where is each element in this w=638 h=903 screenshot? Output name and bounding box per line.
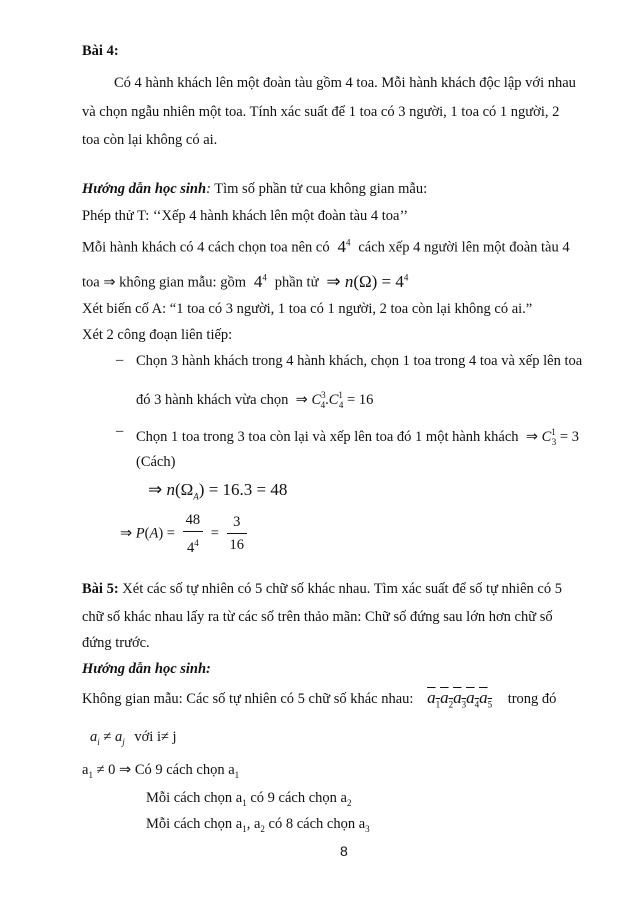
ways-note: (Cách) xyxy=(136,454,176,470)
third-digit-tail: có 8 cách chọn a xyxy=(264,816,366,832)
sample-line-1-tail: cách xếp 4 người lên một đoàn tàu 4 xyxy=(358,239,570,256)
exercise-4-line-1: Có 4 hành khách lên một đoàn tàu gồm 4 toa. Mỗi hành khách độc lập với nhau xyxy=(114,75,576,91)
second-digit-tail: có 9 cách chọn a xyxy=(246,790,347,806)
stage-1-text: đó 3 hành khách vừa chọn xyxy=(136,391,289,408)
probability-equation: ⇒ P(A) = $\frac{48}{4^4}$ = $\frac{3}{16}$ xyxy=(120,510,251,558)
sample-line-2-mid: phần tử xyxy=(274,274,319,291)
sample-space-line xyxy=(82,689,556,713)
stages-line: Xét 2 công đoạn liên tiếp: xyxy=(82,327,233,343)
third-digit-text: Mỗi cách chọn a xyxy=(146,816,243,832)
power-expression-2: $4^4$ xyxy=(253,271,267,291)
third-digit-line: Mỗi cách chọn $a_1$, $a_2$ có 8 cách chọn $a_3$ xyxy=(146,816,370,834)
guide-label: Hướng dẫn học sinh xyxy=(82,181,207,197)
distinct-digits-line xyxy=(90,728,177,751)
exercise-4-line-3: toa còn lại không có ai. xyxy=(82,132,218,148)
dash-bullet-1: – xyxy=(116,352,124,368)
first-digit-condition: $a_1 \ne 0$ ⇒ xyxy=(82,762,135,780)
combination-expression: ⇒ $C^3_4.C^1_4 = 16$ xyxy=(292,390,374,410)
event-a-line: Xét biến cố A: “1 toa có 3 người, 1 toa có 1 người, 2 toa còn lại không có ai.” xyxy=(82,301,533,317)
trial-line: Phép thử T: ‘‘Xếp 4 hành khách lên một đoàn tàu 4 toa’’ xyxy=(82,208,409,224)
distinct-condition-text: với i≠ j xyxy=(134,729,177,745)
exercise-5-line-1 xyxy=(82,580,562,598)
first-digit-line: $a_1 \ne 0$ ⇒ Có 9 cách chọn $a_1$ xyxy=(82,762,240,780)
power-expression: $4^4$ xyxy=(337,236,351,256)
dash-bullet-2: – xyxy=(116,423,124,439)
sample-line-1-text: Mỗi hành khách có 4 cách chọn toa nên có xyxy=(82,239,330,256)
sample-line-2-text: toa ⇒ không gian mẫu: gồm xyxy=(82,274,246,291)
exercise-5-text: Xét các số tự nhiên có 5 chữ số khác nhau. Tìm xác suất để số tự nhiên có 5 xyxy=(118,581,562,597)
third-digit-mid: , a xyxy=(246,816,261,832)
exercise-4-title: Bài 4: xyxy=(82,43,119,59)
stage-2-line xyxy=(136,423,579,451)
sample-space-tail: trong đó xyxy=(507,691,557,707)
stage-1-line-1: Chọn 3 hành khách trong 4 hành khách, chọn 1 toa trong 4 toa và xếp lên toa xyxy=(136,353,583,369)
probability-fraction: $\frac{48}{4^4}$ xyxy=(183,510,204,558)
second-digit-line: Mỗi cách chọn $a_1$ có 9 cách chọn $a_2$ xyxy=(146,790,352,808)
sample-line-2 xyxy=(82,268,408,292)
guide-line-4 xyxy=(82,180,427,198)
second-digit-text: Mỗi cách chọn a xyxy=(146,790,243,806)
distinct-condition: $a_i \ne a_j$ xyxy=(90,729,125,747)
page-number: 8 xyxy=(340,843,348,859)
exercise-4-line-2: và chọn ngẫu nhiên một toa. Tính xác suất để 1 toa có 3 người, 1 toa có 1 người, 2 xyxy=(82,104,560,120)
exercise-5-title: Bài 5: xyxy=(82,581,119,597)
event-count-equation: ⇒ $n(\Omega_A) = 16.3 = 48$ xyxy=(148,480,288,502)
guide-label-5: Hướng dẫn học sinh: xyxy=(82,661,211,677)
first-digit-text: Có 9 cách chọn a xyxy=(134,762,235,778)
guide-colon: : xyxy=(206,181,211,197)
stage-1-line-2 xyxy=(136,386,373,414)
guide-text: Tìm số phần tử cua không gian mẫu: xyxy=(210,181,428,197)
sample-space-text: Không gian mẫu: Các số tự nhiên có 5 chữ số khác nhau: xyxy=(82,691,414,707)
digit-sequence: $a_1a_2a_3a_4a_5$ xyxy=(427,688,493,710)
omega-equation: ⇒ $n(\Omega) = 4^4$ xyxy=(322,271,409,291)
sample-line-1 xyxy=(82,233,570,257)
exercise-5-line-2: chữ số khác nhau lấy ra từ các số trên thảo mãn: Chữ số đứng sau lớn hơn chữ số xyxy=(82,609,553,625)
event-count-value: 16.3 = 48 xyxy=(222,480,288,499)
probability-result: $\frac{3}{16}$ xyxy=(227,512,248,555)
stage-2-text: Chọn 1 toa trong 3 toa còn lại và xếp lên toa đó 1 một hành khách xyxy=(136,428,519,445)
exercise-5-line-3: đứng trước. xyxy=(82,635,150,651)
combination-expression-2: ⇒ $C^1_3 = 3$ xyxy=(522,427,579,447)
